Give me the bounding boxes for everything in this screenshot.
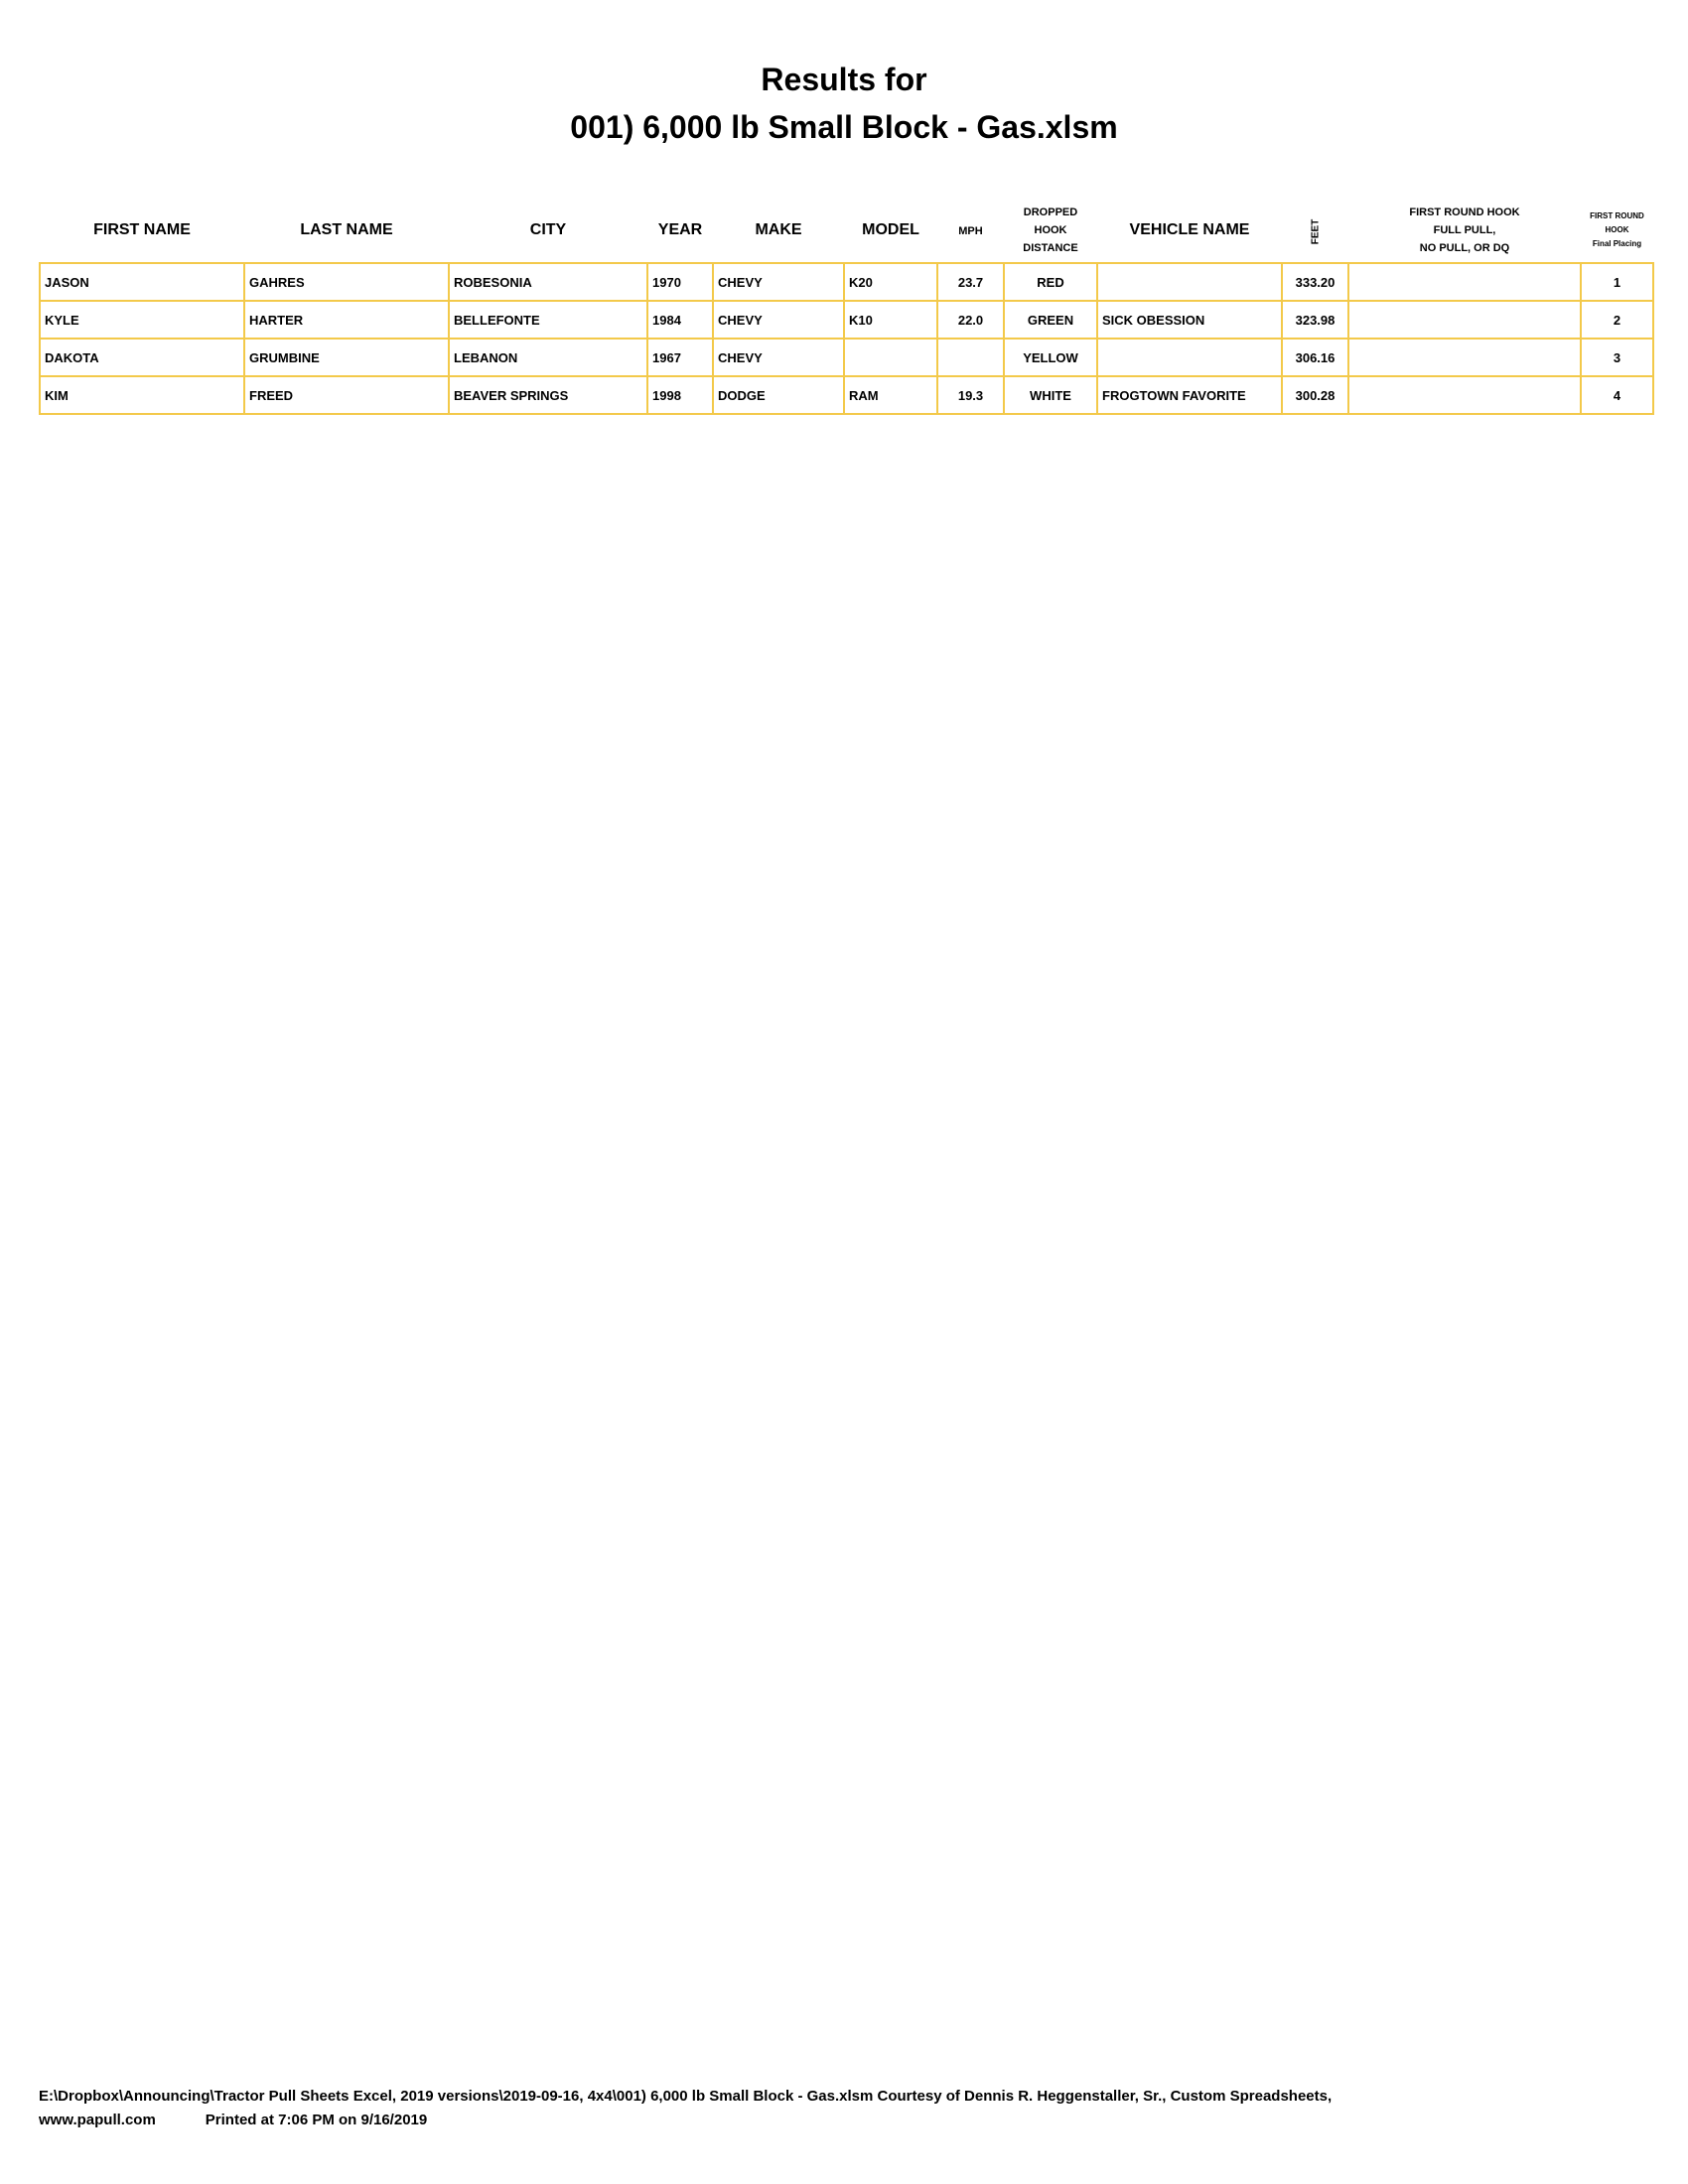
- footer-printed: Printed at 7:06 PM on 9/16/2019: [205, 2112, 428, 2128]
- cell-first-name: KIM: [40, 376, 244, 414]
- table-row: [40, 263, 1653, 301]
- cell-year: 1967: [647, 339, 713, 376]
- cell-model: [844, 339, 937, 376]
- cell-year: 1970: [647, 263, 713, 301]
- cell-model: K20: [844, 263, 937, 301]
- cell-hook: WHITE: [1004, 376, 1097, 414]
- cell-year: 1984: [647, 301, 713, 339]
- footer-line2: [39, 2109, 1652, 2132]
- footer-website: www.papull.com: [39, 2112, 156, 2128]
- header-vehicle-name: VEHICLE NAME: [1129, 221, 1250, 238]
- cell-year: 1998: [647, 376, 713, 414]
- page-subtitle: 001) 6,000 lb Small Block - Gas.xlsm: [570, 109, 1118, 145]
- cell-placing: 2: [1581, 301, 1653, 339]
- cell-first-round: [1348, 339, 1581, 376]
- cell-placing: 1: [1581, 263, 1653, 301]
- table-row: [40, 376, 1653, 414]
- cell-first-round: [1348, 301, 1581, 339]
- cell-make: DODGE: [713, 376, 844, 414]
- cell-first-round: [1348, 376, 1581, 414]
- footer: [39, 2085, 1652, 2132]
- header-row: [40, 199, 1653, 263]
- cell-feet: 333.20: [1282, 263, 1348, 301]
- footer-path: E:\Dropbox\Announcing\Tractor Pull Sheets Excel, 2019 versions\2019-09-16, 4x4\001) 6,000 lb Small Block - Gas.xlsm Courtesy of Dennis R. Heggenstaller, Sr., Custom Spreadsheets,: [39, 2088, 1333, 2105]
- header-year: YEAR: [657, 221, 703, 238]
- cell-feet: 323.98: [1282, 301, 1348, 339]
- cell-vehicle-name: [1097, 263, 1282, 301]
- header-last-name: LAST NAME: [300, 221, 393, 238]
- header-first-name: FIRST NAME: [93, 221, 191, 238]
- cell-city: LEBANON: [449, 339, 647, 376]
- cell-mph: 22.0: [937, 301, 1004, 339]
- cell-hook: RED: [1004, 263, 1097, 301]
- header-placing: FIRST ROUND HOOK Final Placing: [1590, 211, 1644, 248]
- cell-first-name: DAKOTA: [40, 339, 244, 376]
- cell-vehicle-name: FROGTOWN FAVORITE: [1097, 376, 1282, 414]
- cell-first-name: KYLE: [40, 301, 244, 339]
- cell-feet: 306.16: [1282, 339, 1348, 376]
- header-feet: FEET: [1310, 218, 1321, 245]
- header-first-round: FIRST ROUND HOOK FULL PULL, NO PULL, OR DQ: [1409, 206, 1520, 254]
- cell-model: K10: [844, 301, 937, 339]
- cell-last-name: GAHRES: [244, 263, 449, 301]
- cell-hook: GREEN: [1004, 301, 1097, 339]
- cell-last-name: GRUMBINE: [244, 339, 449, 376]
- cell-city: ROBESONIA: [449, 263, 647, 301]
- cell-city: BEAVER SPRINGS: [449, 376, 647, 414]
- header-model: MODEL: [862, 221, 919, 238]
- cell-make: CHEVY: [713, 301, 844, 339]
- table-row: [40, 339, 1653, 376]
- cell-first-name: JASON: [40, 263, 244, 301]
- cell-city: BELLEFONTE: [449, 301, 647, 339]
- cell-mph: 19.3: [937, 376, 1004, 414]
- cell-mph: 23.7: [937, 263, 1004, 301]
- title-block: [0, 58, 1688, 149]
- cell-make: CHEVY: [713, 263, 844, 301]
- cell-placing: 3: [1581, 339, 1653, 376]
- cell-last-name: FREED: [244, 376, 449, 414]
- cell-feet: 300.28: [1282, 376, 1348, 414]
- cell-vehicle-name: SICK OBESSION: [1097, 301, 1282, 339]
- table-row: [40, 301, 1653, 339]
- cell-make: CHEVY: [713, 339, 844, 376]
- cell-vehicle-name: [1097, 339, 1282, 376]
- cell-first-round: [1348, 263, 1581, 301]
- cell-mph: [937, 339, 1004, 376]
- cell-model: RAM: [844, 376, 937, 414]
- results-table: [39, 199, 1654, 415]
- cell-last-name: HARTER: [244, 301, 449, 339]
- header-city: CITY: [529, 221, 567, 238]
- page-title: Results for: [761, 62, 927, 97]
- header-dropped-hook: DROPPED HOOK DISTANCE: [1023, 206, 1078, 254]
- cell-placing: 4: [1581, 376, 1653, 414]
- header-mph: MPH: [958, 224, 983, 237]
- header-make: MAKE: [755, 221, 802, 238]
- cell-hook: YELLOW: [1004, 339, 1097, 376]
